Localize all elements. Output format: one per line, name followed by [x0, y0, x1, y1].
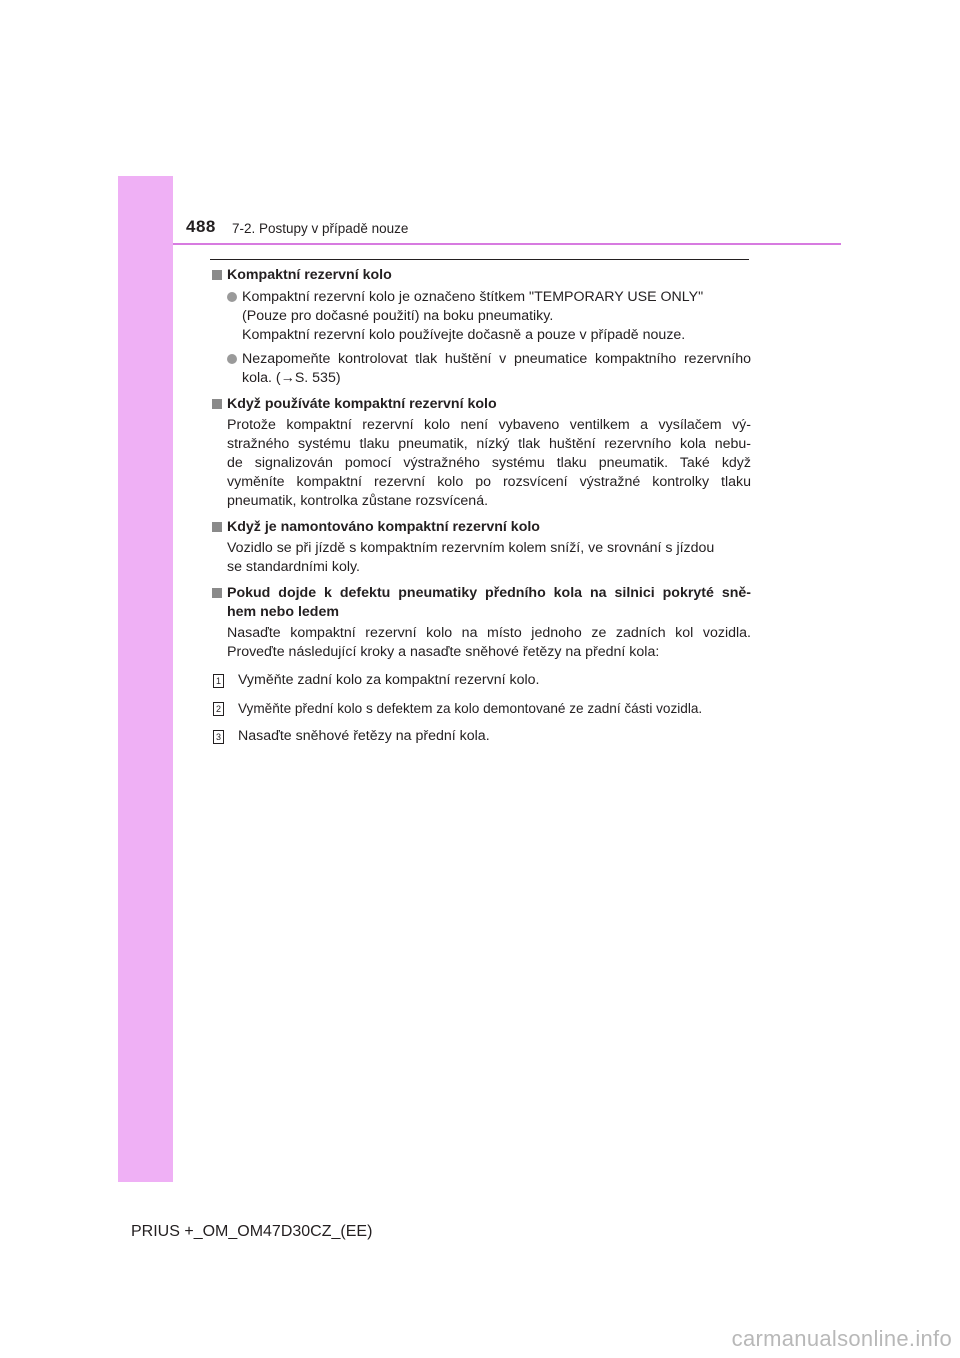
text-line: Nasaďte kompaktní rezervní kolo na místo jednoho ze zadních kol vozidla. — [227, 625, 751, 641]
section-heading: Když používáte kompaktní rezervní kolo — [210, 395, 751, 414]
bullet-item — [210, 350, 751, 388]
square-bullet-icon — [212, 588, 222, 598]
step-item — [213, 699, 751, 718]
text-line: Kompaktní rezervní kolo je označeno štítkem "TEMPORARY USE ONLY" — [242, 289, 704, 305]
step-number-badge: 1 — [213, 674, 224, 688]
square-bullet-icon — [212, 522, 222, 532]
heading-line: Pokud dojde k defektu pneumatiky předního kola na silnici pokryté sně- — [227, 585, 751, 601]
circle-bullet-icon — [227, 292, 237, 302]
watermark: carmanualsonline.info — [731, 1326, 952, 1351]
text-line: Protože kompaktní rezervní kolo není vybaveno ventilkem a vysílačem vý- — [227, 417, 751, 433]
step-number-badge: 3 — [213, 730, 224, 744]
text-line: Vozidlo se při jízdě s kompaktním rezervním kolem sníží, ve srovnání s jízdou — [227, 540, 715, 556]
text-line: Kompaktní rezervní kolo používejte dočasně a pouze v případě nouze. — [242, 327, 686, 343]
step-item — [213, 671, 751, 690]
page-reference[interactable]: kola. (→S. 535) — [242, 370, 341, 386]
text-line: se standardními koly. — [227, 559, 360, 575]
page-content — [210, 266, 751, 753]
paragraph — [227, 416, 751, 511]
circle-bullet-icon — [227, 354, 237, 364]
text-line: pneumatik, kontrolka zůstane rozsvícená. — [227, 493, 489, 509]
footer-doc-code: PRIUS +_OM_OM47D30CZ_(EE) — [131, 1223, 373, 1240]
section-using-compact-spare — [210, 395, 751, 511]
text-line: stražného systému tlaku pneumatik, nízký tlak huštění rezervního kola nebu- — [227, 436, 751, 452]
paragraph — [227, 624, 751, 662]
square-bullet-icon — [212, 270, 222, 280]
chapter-title: 7-2. Postupy v případě nouze — [232, 221, 409, 236]
text-line: de signalizován pomocí výstražného systému tlaku pneumatik. Také když — [227, 455, 751, 471]
text-line: (Pouze pro dočasné použití) na boku pneumatiky. — [242, 308, 554, 324]
content-divider — [210, 259, 749, 260]
header-rule — [173, 243, 841, 245]
step-text: Nasaďte sněhové řetězy na přední kola. — [238, 728, 490, 744]
page-number: 488 — [186, 217, 216, 236]
section-heading — [210, 584, 751, 622]
text-line: vyměníte kompaktní rezervní kolo po rozsvícení výstražné kontrolky tlaku — [227, 474, 751, 490]
section-heading: Když je namontováno kompaktní rezervní kolo — [210, 518, 751, 537]
square-bullet-icon — [212, 399, 222, 409]
section-front-tire-flat-snow — [210, 584, 751, 746]
heading-line: hem nebo ledem — [227, 604, 339, 620]
step-item — [213, 727, 751, 746]
text-line: Nezapomeňte kontrolovat tlak huštění v pneumatice kompaktního rezervního — [242, 351, 751, 367]
paragraph — [227, 539, 751, 577]
section-heading: Kompaktní rezervní kolo — [210, 266, 751, 285]
step-text: Vyměňte zadní kolo za kompaktní rezervní kolo. — [238, 672, 540, 688]
step-text: Vyměňte přední kolo s defektem za kolo demontované ze zadní části vozidla. — [238, 701, 703, 716]
step-number-badge: 2 — [213, 702, 224, 716]
section-compact-spare-installed — [210, 518, 751, 577]
side-tab — [118, 176, 173, 1182]
bullet-item — [210, 288, 751, 345]
text-line: Proveďte následující kroky a nasaďte sněhové řetězy na přední kola: — [227, 644, 660, 660]
section-compact-spare — [210, 266, 751, 388]
